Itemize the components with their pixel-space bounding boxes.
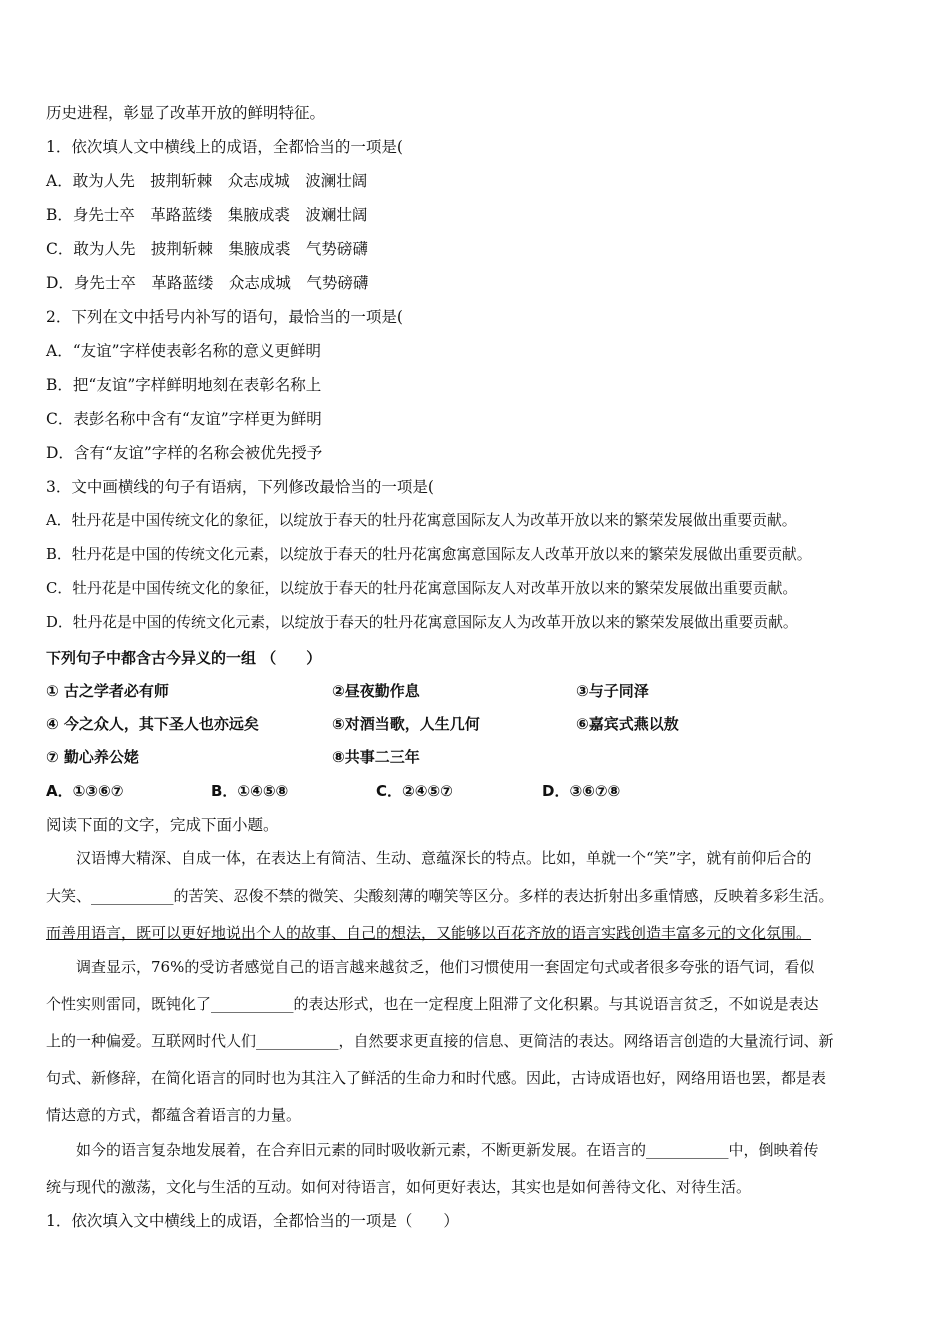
q3-option-c: C．牡丹花是中国传统文化的象征，以绽放于春天的牡丹花寓意国际友人对改革开放以来的繁荣发展做出重要贡献。 [46,580,798,597]
q4-option-a: A．①③⑥⑦ [46,782,124,800]
reading-p2-line: 个性实则雷同，既钝化了___________的表达形式，也在一定程度上阻滞了文化积累。与其说语言贫乏，不如说是表达 [46,995,819,1013]
reading-p1-line: 大笑、___________的苦笑、忍俊不禁的微笑、尖酸刻薄的嘲笑等区分。多样的表达折射出多重情感，反映着多彩生活。 [46,887,834,905]
q1-option-a: A．敢为人先 披荆斩棘 众志成城 波澜壮阔 [46,172,368,190]
q4-option-b: B．①④⑤⑧ [211,782,289,800]
q4-item: ③与子同泽 [576,682,649,700]
q2-stem: 2．下列在文中括号内补写的语句，最恰当的一项是( [46,308,403,326]
q1-option-d: D．身先士卒 革路蓝缕 众志成城 气势磅礴 [46,274,369,292]
reading-p2-line: 句式、新修辞，在简化语言的同时也为其注入了鲜活的生命力和时代感。因此，古诗成语也好，网络用语也罢，都是表 [46,1069,827,1087]
q3-stem: 3．文中画横线的句子有语病，下列修改最恰当的一项是( [46,478,434,496]
reading-p2-line: 上的一种偏爱。互联网时代人们___________，自然要求更直接的信息、更简洁的表达。网络语言创造的大量流行词、新 [46,1032,834,1050]
reading-p3-line: 如今的语言复杂地发展着，在合弃旧元素的同时吸收新元素，不断更新发展。在语言的___________中，倒映着传 [46,1141,819,1159]
q2-option-c: C．表彭名称中含有“友谊”字样更为鲜明 [46,410,322,428]
q1-option-b: B．身先士卒 革路蓝缕 集腋成裘 波斓壮阔 [46,206,368,224]
q1-option-c: C．敢为人先 披荆斩棘 集腋成裘 气势磅礴 [46,240,368,258]
reading-p2-line: 情达意的方式，都蕴含着语言的力量。 [46,1106,302,1124]
reading-p3-line: 统与现代的激荡，文化与生活的互动。如何对待语言，如何更好表达，其实也是如何善待文化、对待生活。 [46,1178,752,1196]
q3-option-d: D．牡丹花是中国的传统文化元素，以绽放于春天的牡丹花寓意国际友人为改革开放以来的繁荣发展做出重要贡献。 [46,614,798,631]
reading-p2-line: 调查显示，76%的受访者感觉自己的语言越来越贫乏，他们习惯使用一套固定句式或者很多夸张的语气词，看似 [46,958,815,976]
intro-tail: 历史进程，彰显了改革开放的鲜明特征。 [46,104,326,122]
q2-option-a: A．“友谊”字样使表彰名称的意义更鲜明 [46,342,322,360]
reading-q1-stem: 1．依次填入文中横线上的成语，全都恰当的一项是（ ） [46,1212,459,1230]
q3-option-b: B．牡丹花是中国的传统文化元素，以绽放于春天的牡丹花寓愈寓意国际友人改革开放以来的繁荣发展做出重要贡献。 [46,546,812,563]
reading-underlined-sentence: 而善用语言，既可以更好地说出个人的故事、自己的想法，又能够以百花齐放的语言实践创造丰富多元的文化氛围。 [46,924,812,942]
q4-item: ⑥嘉宾式燕以敖 [576,715,679,733]
q4-item: ① 古之学者必有师 [46,682,169,700]
q4-option-d: D．③⑥⑦⑧ [542,782,621,800]
q4-item: ⑦ 勤心养公姥 [46,748,139,766]
q4-item: ④ 今之众人，其下圣人也亦远矣 [46,715,259,733]
q1-stem: 1．依次填人文中横线上的成语，全都恰当的一项是( [46,138,403,156]
reading-p1-line: 汉语博大精深、自成一体，在表达上有简洁、生动、意蕴深长的特点。比如，单就一个“笑”字，就有前仰后合的 [46,849,812,867]
q2-option-b: B．把“友谊”字样鲜明地刻在表彰名称上 [46,376,322,394]
q4-item: ⑤对酒当歌，人生几何 [332,715,480,733]
q4-option-c: C．②④⑤⑦ [376,782,453,800]
reading-instruction: 阅读下面的文字，完成下面小题。 [46,816,279,834]
q2-option-d: D．含有“友谊”字样的名称会被优先授予 [46,444,323,462]
q4-item: ②昼夜勤作息 [332,682,420,700]
q3-option-a: A．牡丹花是中国传统文化的象征，以绽放于春天的牡丹花寓意国际友人为改革开放以来的繁荣发展做出重要贡献。 [46,512,797,529]
q4-stem: 下列句子中都含古今异义的一组 （ ） [46,649,322,667]
q4-item: ⑧共事二三年 [332,748,420,766]
